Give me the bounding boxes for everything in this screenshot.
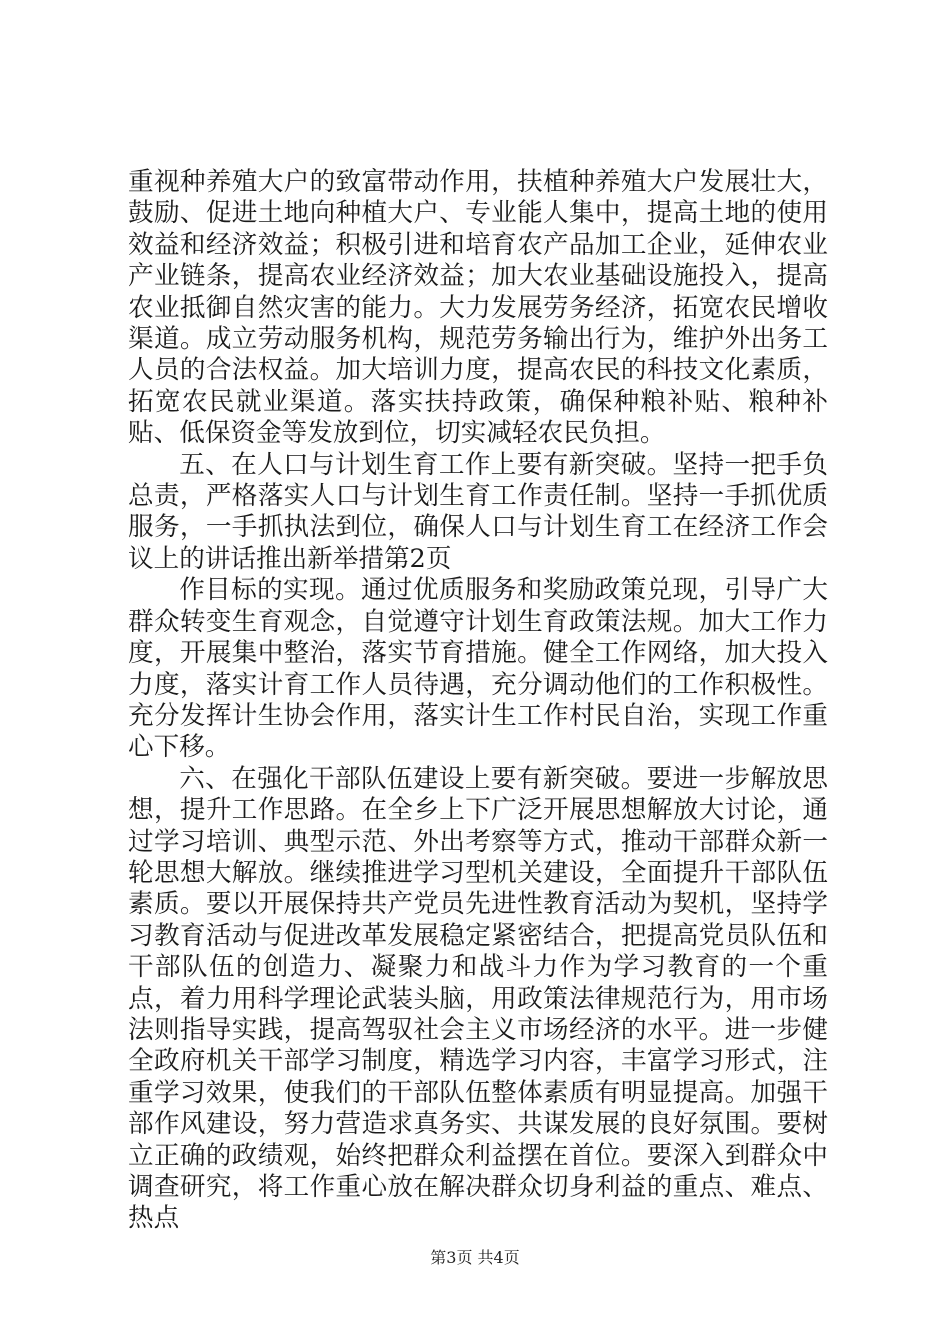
paragraph-3: 作目标的实现。通过优质服务和奖励政策兑现，引导广大群众转变生育观念，自觉遵守计划生育政策法规。加大工作力度，开展集中整治，落实节育措施。健全工作网络，加大投入力度，落实计育工作人员待遇，充分调动他们的工作积极性。充分发挥计生协会作用，落实计生工作村民自治，实现工作重心下移。 [128,575,828,763]
paragraph-4: 六、在强化干部队伍建设上要有新突破。要进一步解放思想，提升工作思路。在全乡上下广泛开展思想解放大讨论，通过学习培训、典型示范、外出考察等方式，推动干部群众新一轮思想大解放。继续推进学习型机关建设，全面提升干部队伍素质。要以开展保持共产党员先进性教育活动为契机，坚持学习教育活动与促进改革发展稳定紧密结合，把提高党员队伍和干部队伍的创造力、凝聚力和战斗力作为学习教育的一个重点，着力用科学理论武装头脑，用政策法律规范行为，用市场法则指导实践，提高驾驭社会主义市场经济的水平。进一步健全政府机关干部学习制度，精选学习内容，丰富学习形式，注重学习效果，使我们的干部队伍整体素质有明显提高。加强干部作风建设，努力营造求真务实、共谋发展的良好氛围。要树立正确的政绩观，始终把群众利益摆在首位。要深入到群众中调查研究，将工作重心放在解决群众切身利益的重点、难点、热点 [128,763,828,1234]
document-body [128,167,828,1235]
paragraph-1: 重视种养殖大户的致富带动作用，扶植种养殖大户发展壮大，鼓励、促进土地向种植大户、专业能人集中，提高土地的使用效益和经济效益；积极引进和培育农产品加工企业，延伸农业产业链条，提高农业经济效益；加大农业基础设施投入，提高农业抵御自然灾害的能力。大力发展劳务经济，拓宽农民增收渠道。成立劳动服务机构，规范劳务输出行为，维护外出务工人员的合法权益。加大培训力度，提高农民的科技文化素质，拓宽农民就业渠道。落实扶持政策，确保种粮补贴、粮种补贴、低保资金等发放到位，切实减轻农民负担。 [128,167,828,449]
paragraph-2: 五、在人口与计划生育工作上要有新突破。坚持一把手负总责，严格落实人口与计划生育工作责任制。坚持一手抓优质服务，一手抓执法到位，确保人口与计划生育工在经济工作会议上的讲话推出新举措第2页 [128,449,828,574]
page-footer [0,1245,950,1268]
page-number-label: 第3页 共4页 [430,1248,520,1267]
